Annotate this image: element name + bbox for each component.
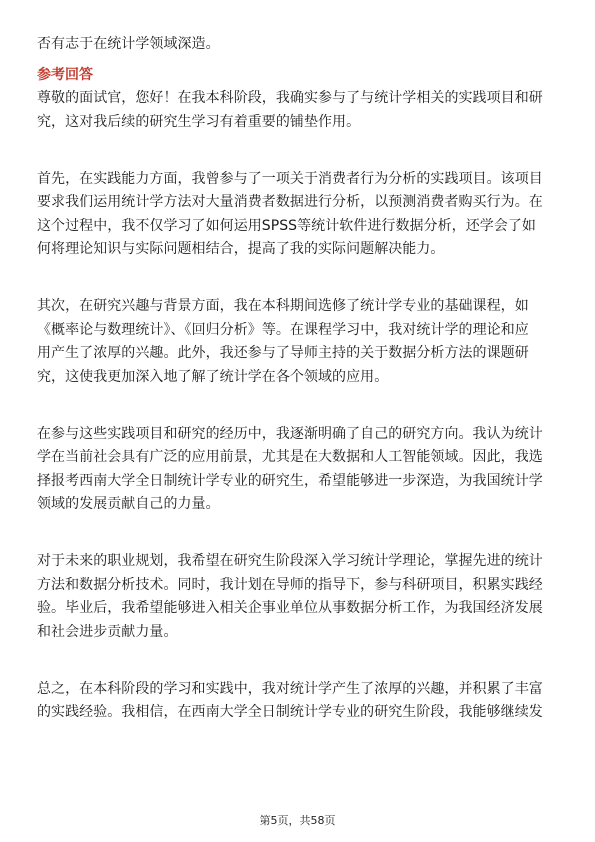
paragraph-line: 领域的发展贡献自己的力量。 [37, 496, 220, 512]
paragraph-line: 首先，在实践能力方面，我曾参与了一项关于消费者行为分析的实践项目。该项目 [37, 170, 543, 187]
paragraph-line: 用产生了浓厚的兴趣。此外，我还参与了导师主持的关于数据分析方法的课题研 [37, 345, 529, 361]
paragraph-line: 究，这使我更加深入地了解了统计学在各个领域的应用。 [37, 368, 389, 385]
paragraph-line: 其次，在研究兴趣与背景方面，我在本科期间选修了统计学专业的基础课程，如 [37, 298, 529, 314]
paragraph-line: 究，这对我后续的研究生学习有着重要的铺垫作用。 [37, 113, 361, 130]
paragraph [37, 678, 562, 725]
paragraph [37, 168, 562, 262]
paragraph-line: 对于未来的职业规划，我希望在研究生阶段深入学习统计学理论，掌握先进的统计 [37, 553, 543, 569]
paragraph [37, 550, 562, 644]
paragraph-line: 在参与这些实践项目和研究的经历中，我逐渐明确了自己的研究方向。我认为统计 [37, 425, 543, 442]
paragraph-line: 尊敬的面试官，您好！在我本科阶段，我确实参与了与统计学相关的实践项目和研 [37, 90, 543, 106]
page-number-footer: 第5页，共58页 [259, 814, 336, 827]
paragraph [37, 423, 562, 517]
paragraph-line: 方法和数据分析技术。同时，我计划在导师的指导下，参与科研项目，积累实践经 [37, 576, 543, 593]
leading-line: 否有志于在统计学领域深造。 [37, 36, 220, 52]
paragraph [37, 87, 562, 134]
answer-heading: 参考回答 [37, 66, 93, 83]
paragraph-line: 总之，在本科阶段的学习和实践中，我对统计学产生了浓厚的兴趣，并积累了丰富 [37, 680, 543, 697]
paragraph-line: 的实践经验。我相信，在西南大学全日制统计学专业的研究生阶段，我能够继续发 [37, 704, 543, 720]
paragraph [37, 295, 562, 389]
paragraph-line: 何将理论知识与实际问题相结合，提高了我的实际问题解决能力。 [37, 241, 445, 257]
paragraph-line: 要求我们运用统计学方法对大量消费者数据进行分析，以预测消费者购买行为。在 [37, 194, 543, 210]
page-content [37, 33, 562, 758]
paragraph-line: 学在当前社会具有广泛的应用前景，尤其是在大数据和人工智能领域。因此，我选 [37, 449, 543, 465]
paragraph-line: 这个过程中，我不仅学习了如何运用SPSS等统计软件进行数据分析，还学会了如 [37, 217, 536, 234]
paragraph-line: 择报考西南大学全日制统计学专业的研究生，希望能够进一步深造，为我国统计学 [37, 472, 543, 489]
paragraph-line: 和社会进步贡献力量。 [37, 623, 178, 640]
paragraph-line: 《概率论与数理统计》、《回归分析》等。在课程学习中，我对统计学的理论和应 [37, 321, 529, 338]
paragraph-line: 验。毕业后，我希望能够进入相关企事业单位从事数据分析工作，为我国经济发展 [37, 600, 543, 616]
